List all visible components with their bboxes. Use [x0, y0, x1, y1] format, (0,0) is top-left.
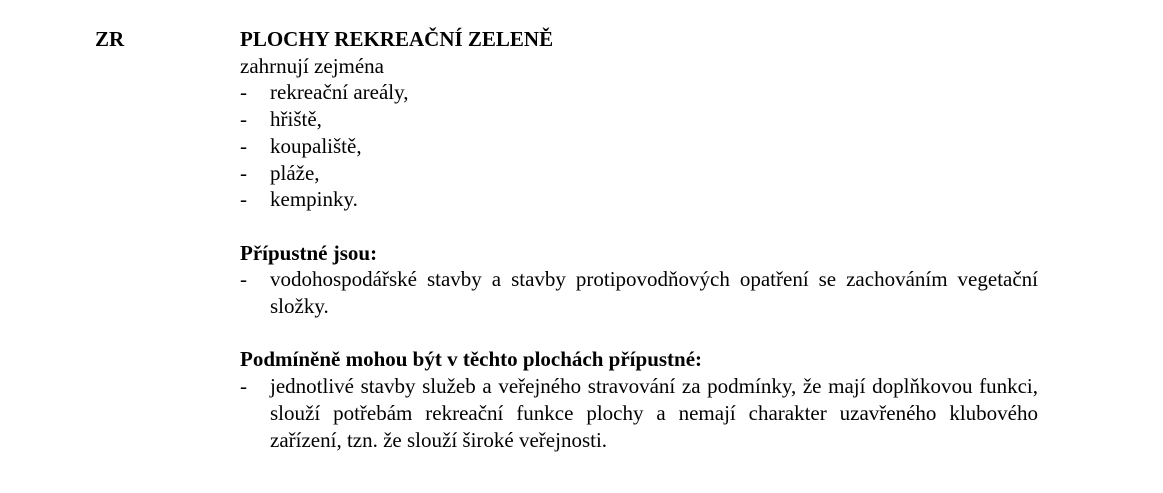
- list-item: - jednotlivé stavby služeb a veřejného stravování za podmínky, že mají doplňkovou funkci, slouží potřebám rekreační funkce plochy a nemají charakter uzavřeného klubového zařízení, tzn. že slouží široké veřejnosti.: [240, 374, 1038, 452]
- conditional-list: [240, 373, 1038, 453]
- permitted-heading: Přípustné jsou:: [240, 240, 378, 265]
- list-item: - kempinky.: [240, 187, 358, 212]
- list-item: - hřiště,: [240, 107, 322, 132]
- list-item: - koupaliště,: [240, 133, 362, 158]
- list-item: - vodohospodářské stavby a stavby protipovodňových opatření se zachováním vegetační složky.: [240, 267, 1038, 319]
- zone-code: ZR: [95, 27, 125, 51]
- list-item: - rekreační areály,: [240, 80, 409, 105]
- permitted-list: [240, 266, 1038, 319]
- conditional-heading: Podmíněně mohou být v těchto plochách přípustné:: [240, 347, 703, 372]
- intro-list: [240, 79, 1038, 213]
- intro-text: zahrnují zejména: [240, 53, 385, 78]
- zone-title: PLOCHY REKREAČNÍ ZELENĚ: [240, 27, 554, 51]
- zone-description: [240, 26, 1038, 453]
- list-item: - pláže,: [240, 160, 320, 185]
